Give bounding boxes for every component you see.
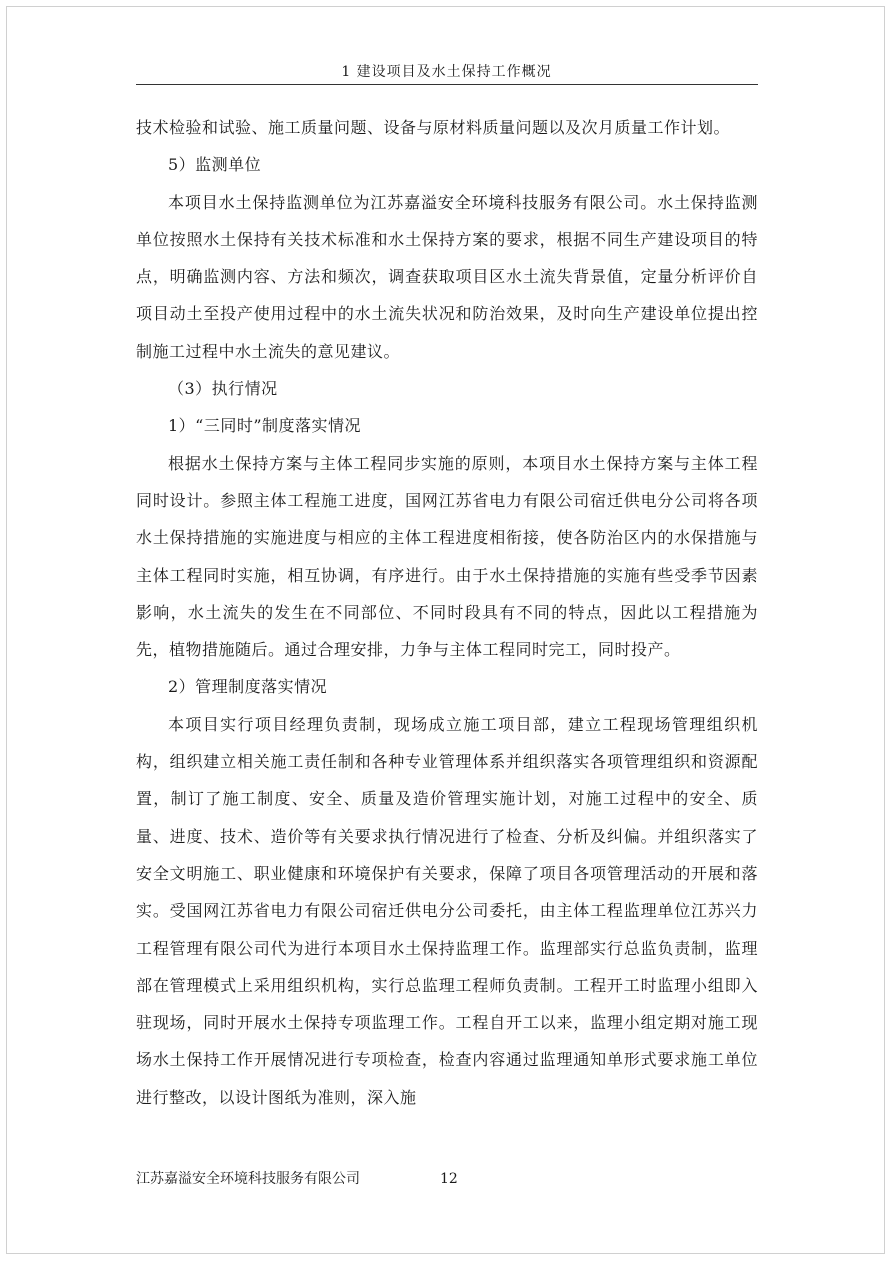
paragraph-continuation: 技术检验和试验、施工质量问题、设备与原材料质量问题以及次月质量工作计划。 [136, 118, 731, 137]
paragraph-management-system: 本项目实行项目经理负责制，现场成立施工项目部，建立工程现场管理组织机构，组织建立相关施工责任制和各种专业管理体系并组织落实各项管理组织和资源配置，制订了施工制度、安全、质量及造价管理实施计划，对施工过程中的安全、质量、进度、技术、造价等有关要求执行情况进行了检查、分析及纠偏。并组织落实了安全文明施工、职业健康和环境保护有关要求，保障了项目各项管理活动的开展和落实。受国网江苏省电力有限公司宿迁供电分公司委托，由主体工程监理单位江苏兴力工程管理有限公司代为进行本项目水土保持监理工作。监理部实行总监负责制，监理部在管理模式上采用组织机构，实行总监理工程师负责制。工程开工时监理小组即入驻现场，同时开展水土保持专项监理工作。工程自开工以来，监理小组定期对施工现场水土保持工作开展情况进行专项检查，检查内容通过监理通知单形式要求施工单位进行整改，以设计图纸为准则，深入施 [136, 714, 758, 1107]
heading-management-system: 2）管理制度落实情况 [168, 677, 328, 697]
paragraph-three-simultaneous: 根据水土保持方案与主体工程同步实施的原则，本项目水土保持方案与主体工程同时设计。参照主体工程施工进度，国网江苏省电力有限公司宿迁供电分公司将各项水土保持措施的实施进度与相应的主体工程进度相衔接，使各防治区内的水保措施与主体工程同时实施，相互协调，有序进行。由于水土保持措施的实施有些受季节因素影响，水土流失的发生在不同部位、不同时段具有不同的特点，因此以工程措施为先，植物措施随后。通过合理安排，力争与主体工程同时完工，同时投产。 [136, 453, 758, 660]
document-body [136, 109, 758, 1116]
page-header-title: 1 建设项目及水土保持工作概况 [341, 64, 552, 80]
header-rule [136, 84, 758, 85]
heading-execution: （3）执行情况 [168, 379, 278, 399]
heading-three-simultaneous: 1）“三同时”制度落实情况 [168, 416, 362, 436]
heading-monitoring-unit: 5）监测单位 [168, 155, 262, 175]
footer-company: 江苏嘉溢安全环境科技服务有限公司 [136, 1171, 360, 1187]
paragraph-monitoring-unit: 本项目水土保持监测单位为江苏嘉溢安全环境科技服务有限公司。水土保持监测单位按照水土保持有关技术标准和水土保持方案的要求，根据不同生产建设项目的特点，明确监测内容、方法和频次，调查获取项目区水土流失背景值，定量分析评价自项目动土至投产使用过程中的水土流失状况和防治效果，及时向生产建设单位提出控制施工过程中水土流失的意见建议。 [136, 192, 758, 361]
page-number: 12 [440, 1171, 458, 1187]
